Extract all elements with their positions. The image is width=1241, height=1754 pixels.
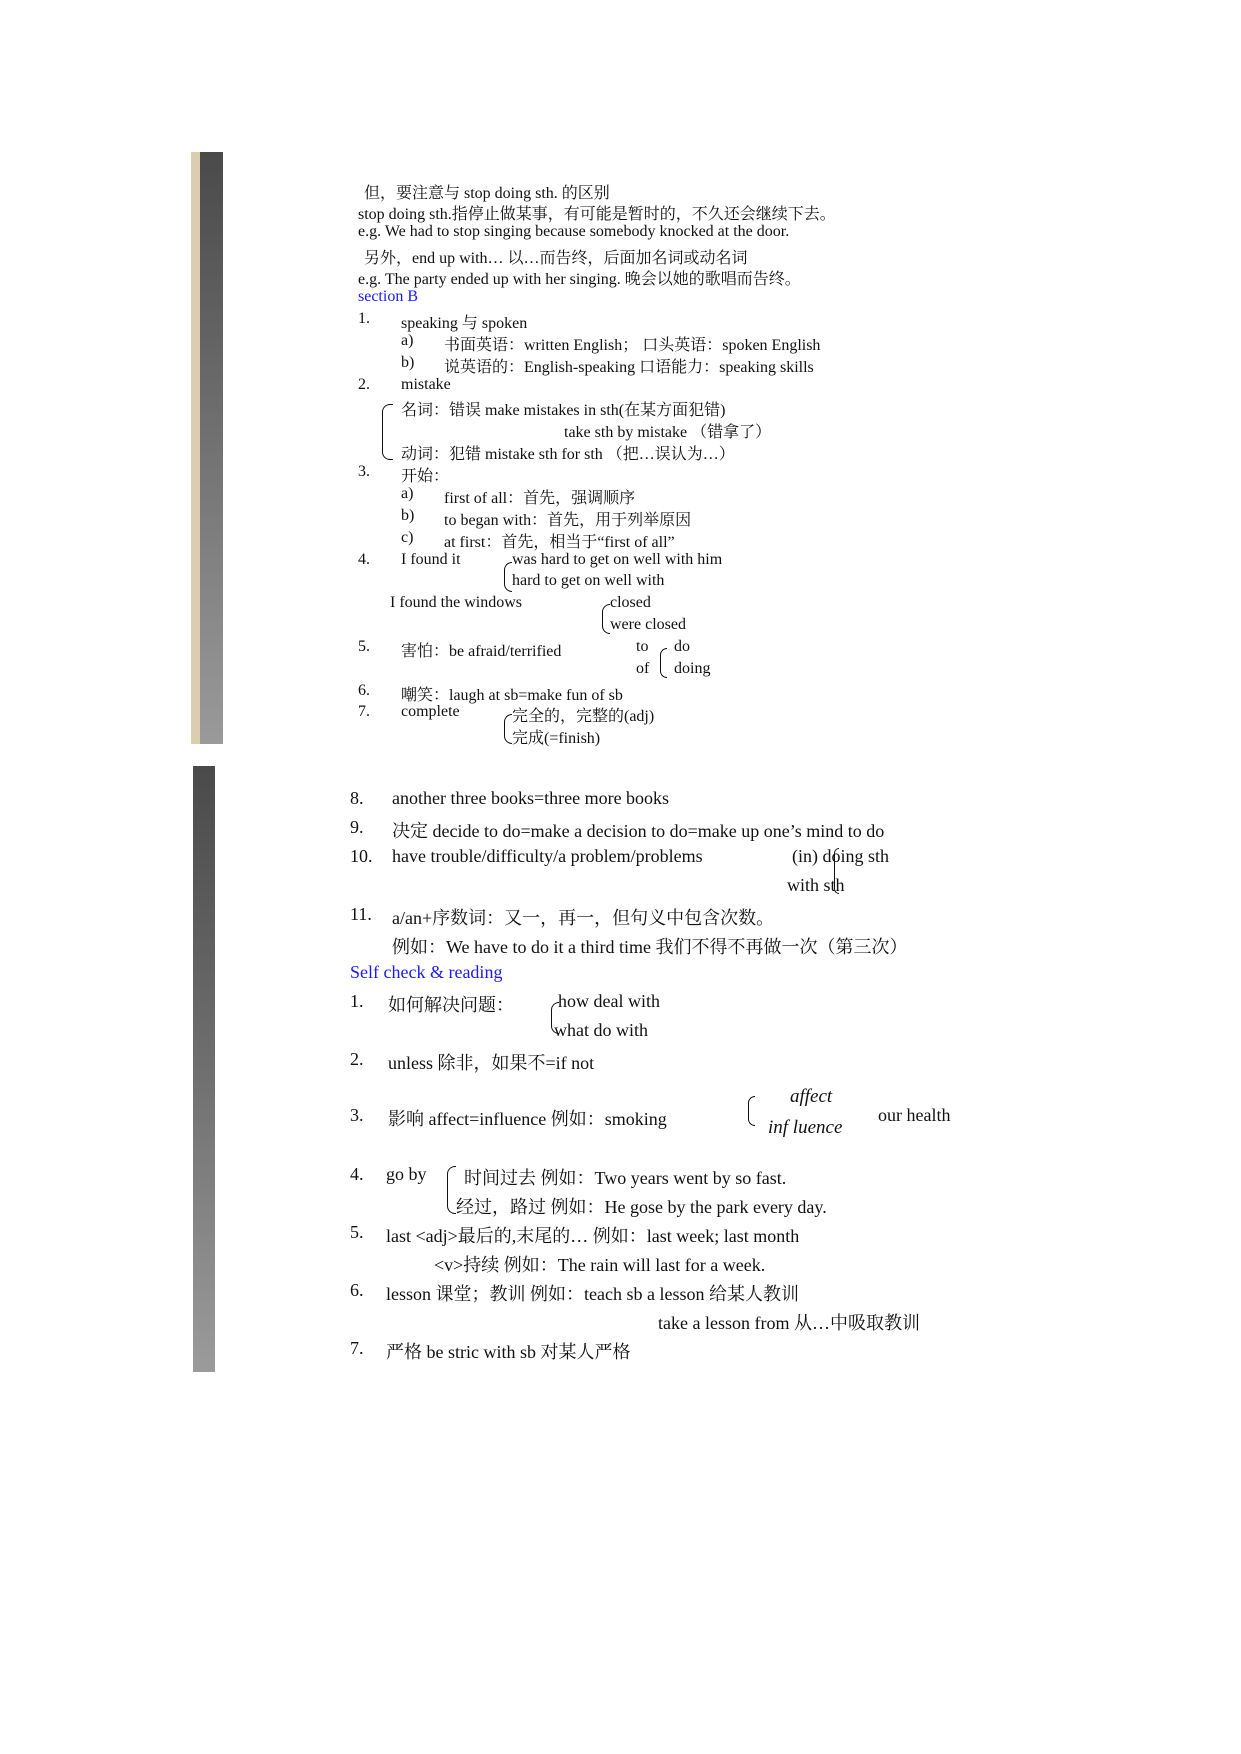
item-number: 3. [358,463,370,480]
item-3a-text: first of all：首先，强调顺序 [444,490,636,507]
item-8-text: another three books=three more books [392,788,670,808]
self-3-tail: our health [878,1105,951,1125]
section-b-heading: section B [358,288,418,305]
self-1-text: 如何解决问题： [388,995,514,1015]
item-4-text: I found it [401,551,461,568]
item-2-noun: 名词：错误 make mistakes in sth(在某方面犯错) [401,402,726,419]
item-4-text-2: I found the windows [390,594,522,611]
self-5-text: last <adj>最后的,末尾的… 例如：last week; last month [386,1226,800,1246]
brace-mark [504,562,512,592]
self-5-text-2: <v>持续 例如：The rain will last for a week. [434,1255,766,1275]
self-6-text-2: take a lesson from 从…中吸取教训 [658,1313,920,1333]
brace-mark [504,714,512,744]
item-1-text: speaking 与 spoken [401,315,528,332]
item-6-text: 嘲笑：laugh at sb=make fun of sb [401,687,623,704]
item-4-option-2: hard to get on well with [512,572,665,589]
brace-mark [602,604,610,634]
item-number: 7. [350,1338,364,1358]
example-1: e.g. We had to stop singing because somebody knocked at the door. [358,223,790,240]
item-11-text: a/an+序数词：又一，再一，但句义中包含次数。 [392,908,775,928]
subitem-label: a) [401,485,414,502]
item-number: 8. [350,788,364,808]
item-5-do: do [674,638,690,655]
item-number: 5. [358,638,370,655]
item-3c-text: at first：首先，相当于“first of all” [444,534,675,551]
self-4-option-1: 时间过去 例如：Two years went by so fast. [464,1168,787,1188]
item-10-option-1: (in) doing sth [792,846,889,866]
item-number: 2. [350,1049,364,1069]
item-number: 9. [350,817,364,837]
brace-mark [660,648,667,678]
item-number: 3. [350,1105,364,1125]
item-1a-text: 书面英语：written English； 口头英语：spoken English [444,337,821,354]
item-number: 7. [358,703,370,720]
self-6-text: lesson 课堂；教训 例如：teach sb a lesson 给某人教训 [386,1284,799,1304]
item-number: 4. [358,551,370,568]
item-4-option-3: closed [610,594,651,611]
subitem-label: a) [401,332,414,349]
item-number: 11. [350,904,372,924]
item-number: 2. [358,376,370,393]
brace-mark [447,1166,456,1214]
item-4-option-1: was hard to get on well with him [512,551,723,568]
subitem-label: b) [401,507,415,524]
item-number: 1. [358,310,370,327]
item-7-option-1: 完全的，完整的(adj) [512,708,655,725]
item-5-doing: doing [674,660,711,677]
item-5-of: of [636,660,650,677]
item-5-text: 害怕：be afraid/terrified [401,643,562,660]
item-4-option-4: were closed [610,616,686,633]
page2-sidebar [193,766,215,1372]
item-9-text: 决定 decide to do=make a decision to do=make up one’s mind to do [392,821,885,841]
self-4-option-2: 经过，路过 例如：He gose by the park every day. [456,1197,827,1217]
item-number: 4. [350,1164,364,1184]
item-7-text: complete [401,703,460,720]
item-number: 6. [358,682,370,699]
item-7-option-2: 完成(=finish) [512,730,601,747]
example-2: e.g. The party ended up with her singing. 晚会以她的歌唱而告终。 [358,271,801,288]
self-2-text: unless 除非，如果不=if not [388,1053,595,1073]
self-3-text: 影响 affect=influence 例如：smoking [388,1109,667,1129]
item-1b-text: 说英语的：English-speaking 口语能力：speaking skills [444,359,814,376]
page1-sidebar-edge [191,152,200,744]
brace-mark [382,404,393,460]
self-3-option-2: inf luence [768,1117,843,1138]
brace-mark [748,1096,755,1126]
item-number: 5. [350,1222,364,1242]
item-number: 1. [350,991,364,1011]
item-5-to: to [636,638,649,655]
subitem-label: b) [401,354,415,371]
self-3-option-1: affect [790,1086,833,1107]
end-up-note: 另外，end up with… 以…而告终，后面加名词或动名词 [364,250,748,267]
item-2-noun-2: take sth by mistake （错拿了） [564,424,772,441]
item-number: 10. [350,846,373,866]
item-3-text: 开始： [401,468,450,485]
self-1-option-2: what do with [554,1020,648,1040]
subitem-label: c) [401,529,414,546]
stop-definition: stop doing sth.指停止做某事，有可能是暂时的，不久还会继续下去。 [358,206,836,223]
self-7-text: 严格 be stric with sb 对某人严格 [386,1342,631,1362]
item-11-example: 例如：We have to do it a third time 我们不得不再做一次（第三次） [392,937,908,957]
item-2-text: mistake [401,376,451,393]
self-1-option-1: how deal with [558,991,660,1011]
item-number: 6. [350,1280,364,1300]
item-10-option-2: with sth [787,875,845,895]
intro-line: 但，要注意与 stop doing sth. 的区别 [364,185,610,202]
self-4-text: go by [386,1164,427,1184]
item-3b-text: to began with：首先，用于列举原因 [444,512,692,529]
self-check-heading: Self check & reading [350,962,503,982]
item-2-verb: 动词：犯错 mistake sth for sth （把…误认为…） [401,446,735,463]
item-10-text: have trouble/difficulty/a problem/problems [392,846,703,866]
